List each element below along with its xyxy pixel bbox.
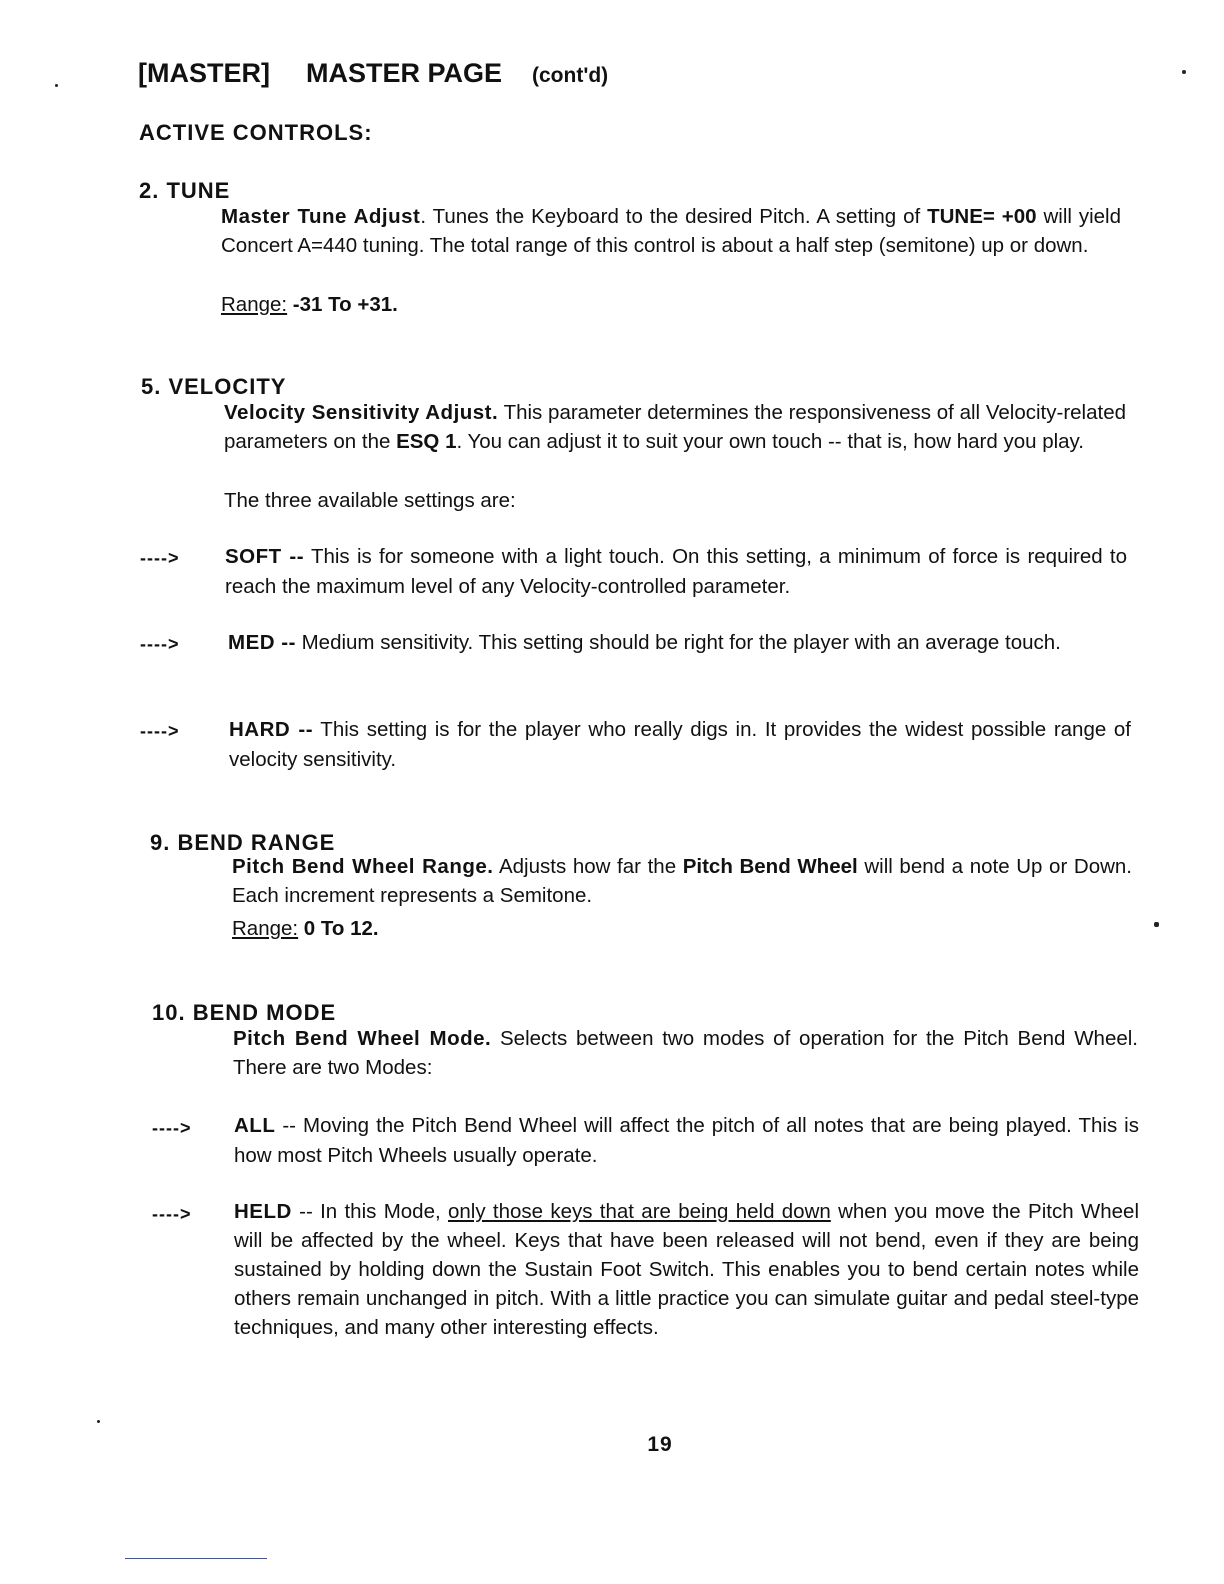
tune-title: 2. TUNE [139,178,231,203]
tune-text-1: . Tunes the Keyboard to the desired Pitch. A setting of [420,205,928,228]
med-option-text: Medium sensitivity. This setting should be right for the player with an average touch. [295,631,1061,654]
active-controls-heading: ACTIVE CONTROLS: [139,120,373,145]
all-option-name: ALL [234,1114,276,1137]
held-arrow: ----> [152,1204,192,1224]
med-arrow: ----> [140,634,180,654]
all-arrow: ----> [152,1118,192,1138]
scan-speck [1182,70,1186,74]
tune-range-label: Range: [221,293,288,316]
page-header [138,58,608,89]
med-option-name: MED -- [228,631,296,654]
tune-lead: Master Tune Adjust [221,205,421,228]
scan-speck [55,84,58,87]
soft-option [225,542,1127,602]
footer-rule [125,1558,267,1559]
tune-setting: TUNE= +00 [927,205,1037,228]
velocity-settings-intro: The three available settings are: [224,489,516,512]
page-number: 19 [647,1433,673,1456]
header-section-title: MASTER PAGE [305,58,502,88]
bend-mode-text-1: Selects between two modes of operation for the Pitch Bend Wheel. There are two Modes: [233,1027,1138,1079]
bend-range-text-1: Adjusts how far the [493,855,683,878]
all-option-text: -- Moving the Pitch Bend Wheel will affect the pitch of all notes that are being played. This is how most Pitch Wheels usually operate. [234,1114,1139,1167]
bend-range-range-label: Range: [232,917,299,940]
held-option-text-pre: -- In this Mode, [291,1200,448,1223]
scan-speck [1154,922,1159,927]
bend-mode-description [233,1024,1138,1082]
velocity-lead: Velocity Sensitivity Adjust. [224,401,499,424]
all-option [234,1111,1139,1171]
hard-option-name: HARD -- [229,718,314,741]
bend-range-lead: Pitch Bend Wheel Range. [232,855,494,878]
held-option-name: HELD [234,1200,292,1223]
soft-option-text: This is for someone with a light touch. On this setting, a minimum of force is required to reach the maximum level of any Velocity-controlled parameter. [225,545,1128,598]
held-option-text: when you move the Pitch Wheel will be affected by the wheel. Keys that have been released will not bend, even if they are being sustained by holding down the Sustain Foot Switch. This enables you to bend certain notes while others remain unchanged in pitch. With a little practice you can simulate guitar and pedal steel-type techniques, and many other interesting effects. [234,1200,1140,1339]
tune-text-2: will yield Concert A=440 tuning. The total range of this control is about a half step (semitone) up or down. [221,205,1122,257]
header-bracket-label: [MASTER] [138,58,270,88]
tune-description [221,202,1121,260]
hard-arrow: ----> [140,721,180,741]
header-contd: (cont'd) [532,64,609,87]
velocity-description [224,398,1126,456]
held-option [234,1197,1139,1342]
bend-range-title: 9. BEND RANGE [150,830,336,855]
soft-option-name: SOFT -- [225,545,305,568]
bend-range-range-value: 0 To 12. [298,917,379,940]
med-option [228,628,1130,658]
bend-range-wheel: Pitch Bend Wheel [682,855,858,878]
velocity-text-2: . You can adjust it to suit your own touch -- that is, how hard you play. [456,430,1084,453]
soft-arrow: ----> [140,548,180,568]
bend-range-range [232,914,1137,943]
scan-speck [97,1420,100,1423]
held-option-underlined: only those keys that are being held down [447,1200,831,1223]
hard-option [229,715,1131,775]
bend-mode-title: 10. BEND MODE [152,1000,337,1025]
tune-range [221,290,1126,319]
bend-range-text-2: will bend a note Up or Down. Each increment represents a Semitone. [232,855,1133,907]
velocity-title: 5. VELOCITY [141,374,287,399]
tune-range-value: -31 To +31. [287,293,398,316]
hard-option-text: This setting is for the player who really digs in. It provides the widest possible range of velocity sensitivity. [229,718,1131,771]
bend-range-description [232,852,1132,910]
velocity-product: ESQ 1 [396,430,457,453]
bend-mode-lead: Pitch Bend Wheel Mode. [233,1027,492,1050]
velocity-text-1: This parameter determines the responsiveness of all Velocity-related parameters on the [224,401,1127,453]
